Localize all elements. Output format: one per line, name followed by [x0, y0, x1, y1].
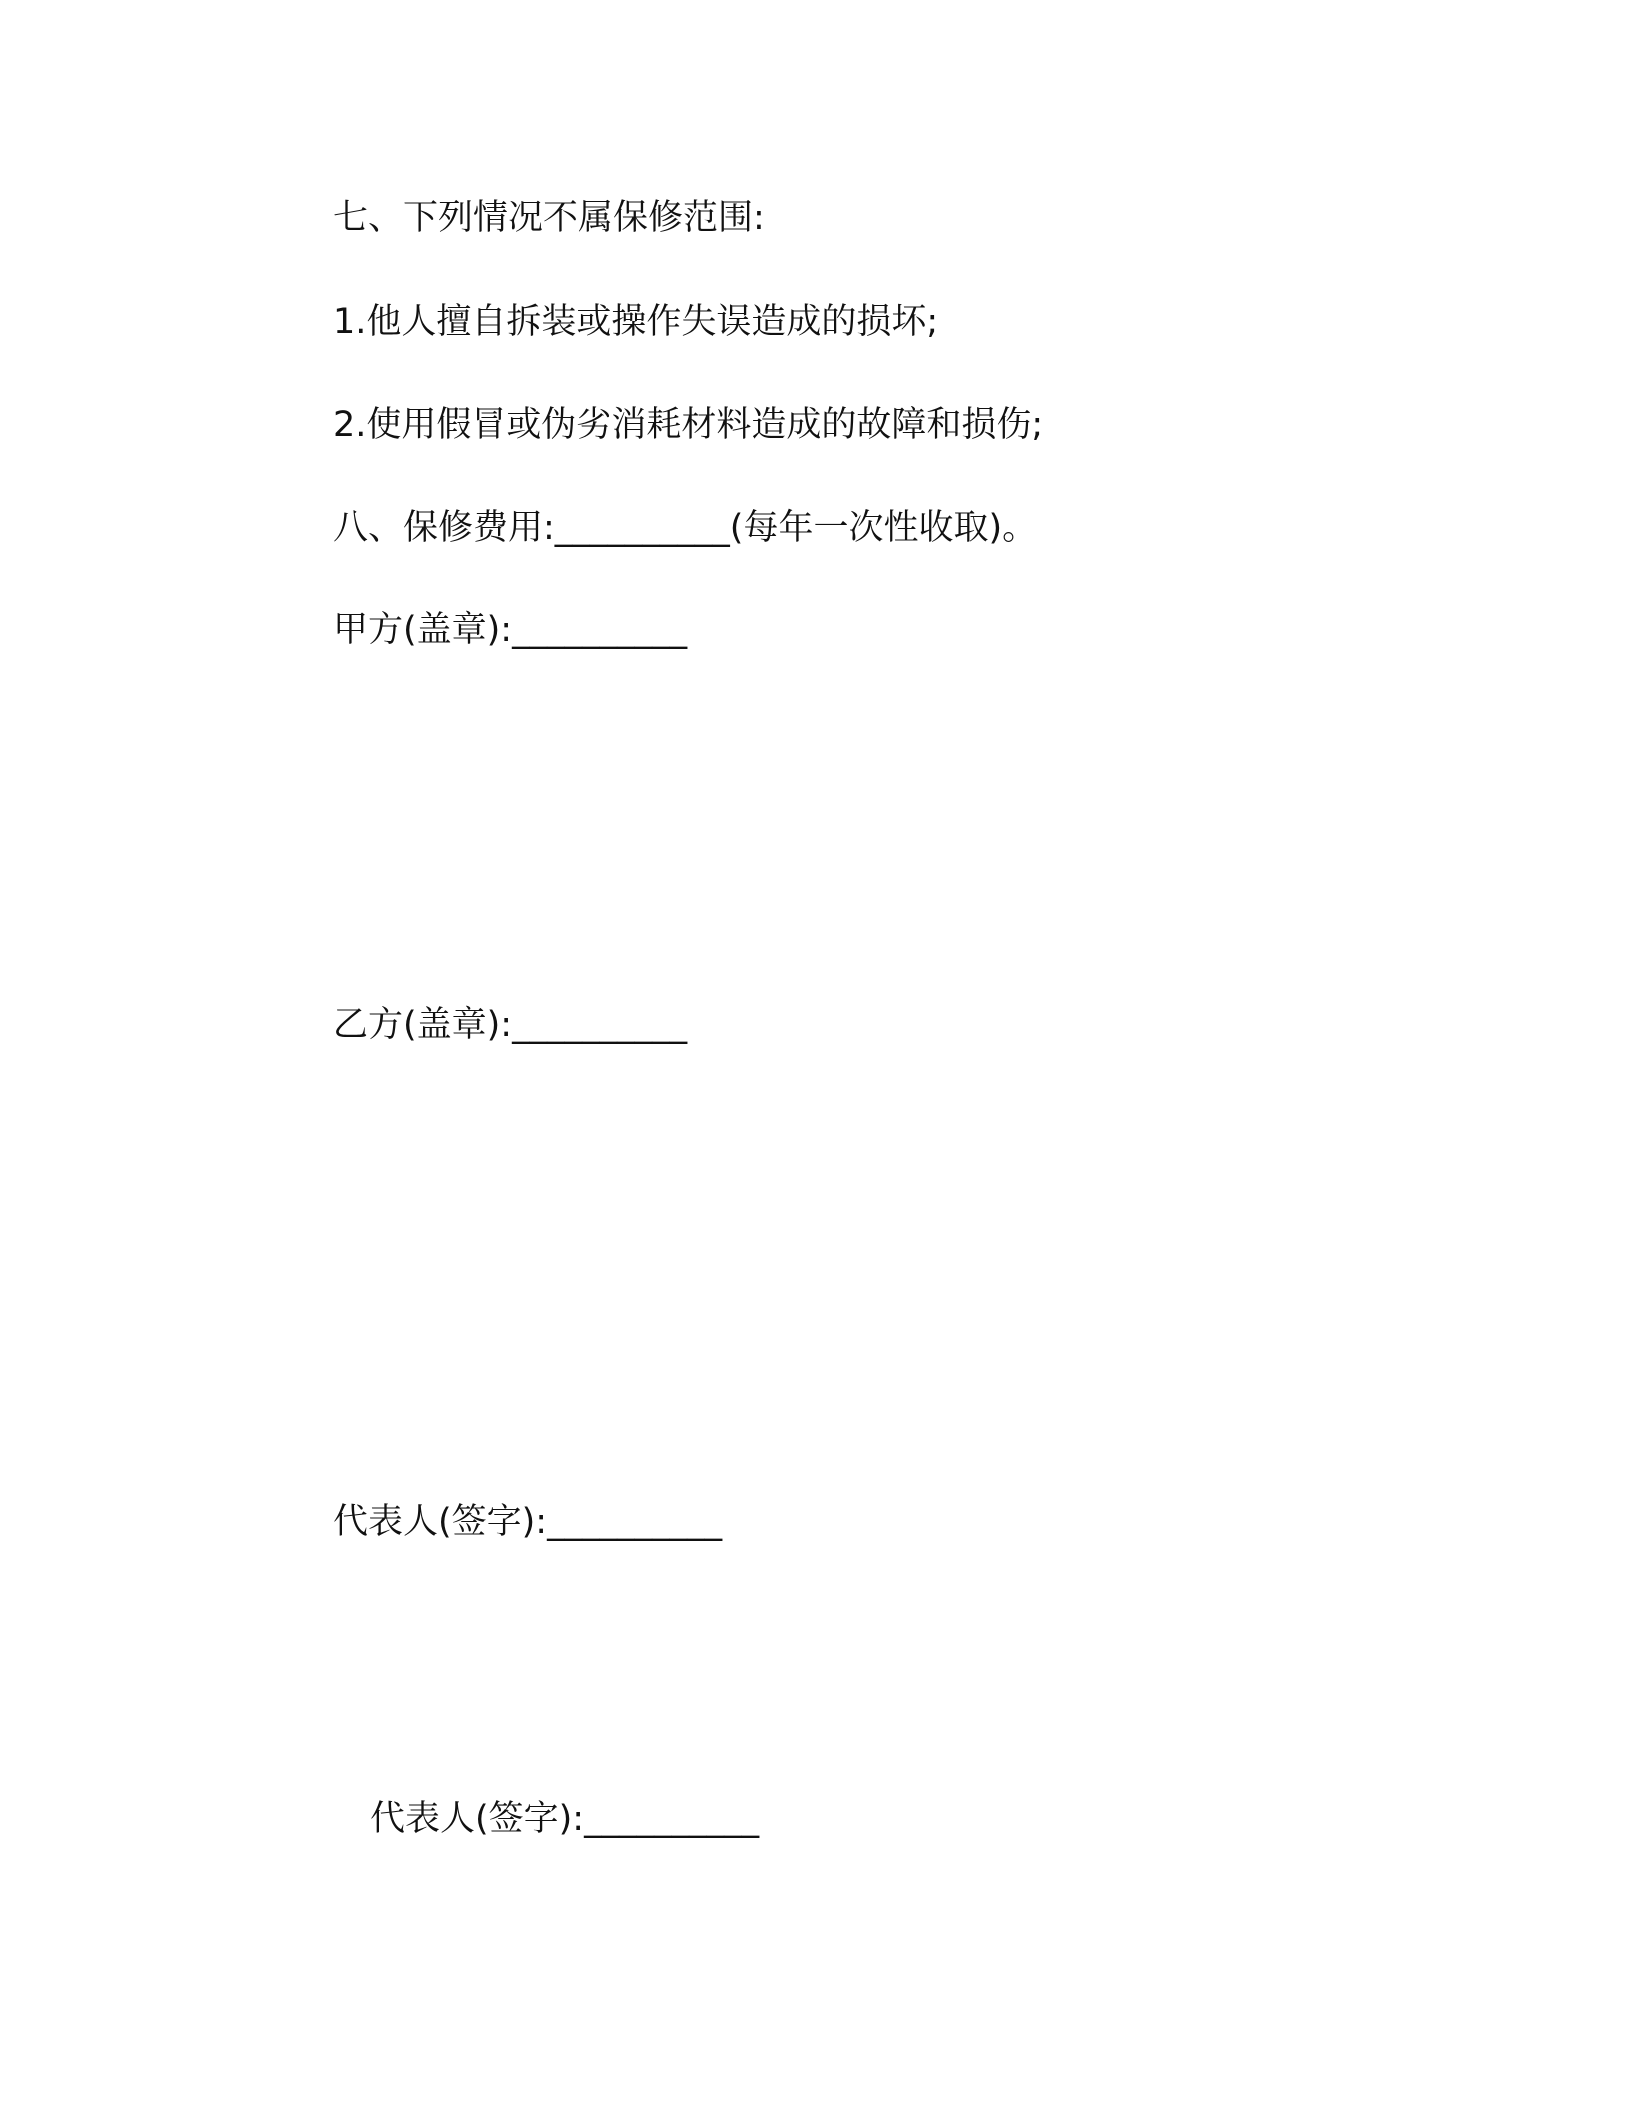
representative-signature-line-b: 代表人(签字):__________	[370, 1799, 760, 1839]
party-b-seal-line: 乙方(盖章):__________	[333, 1005, 688, 1045]
representative-signature-line-a: 代表人(签字):__________	[333, 1502, 723, 1542]
party-a-seal-line: 甲方(盖章):__________	[333, 610, 688, 650]
exclusion-item-2: 2.使用假冒或伪劣消耗材料造成的故障和损伤;	[333, 405, 1044, 445]
exclusion-item-1: 1.他人擅自拆装或操作失误造成的损坏;	[333, 302, 939, 342]
section-7-heading: 七、下列情况不属保修范围:	[333, 198, 765, 238]
section-8-fee: 八、保修费用:__________(每年一次性收取)。	[333, 508, 1038, 548]
